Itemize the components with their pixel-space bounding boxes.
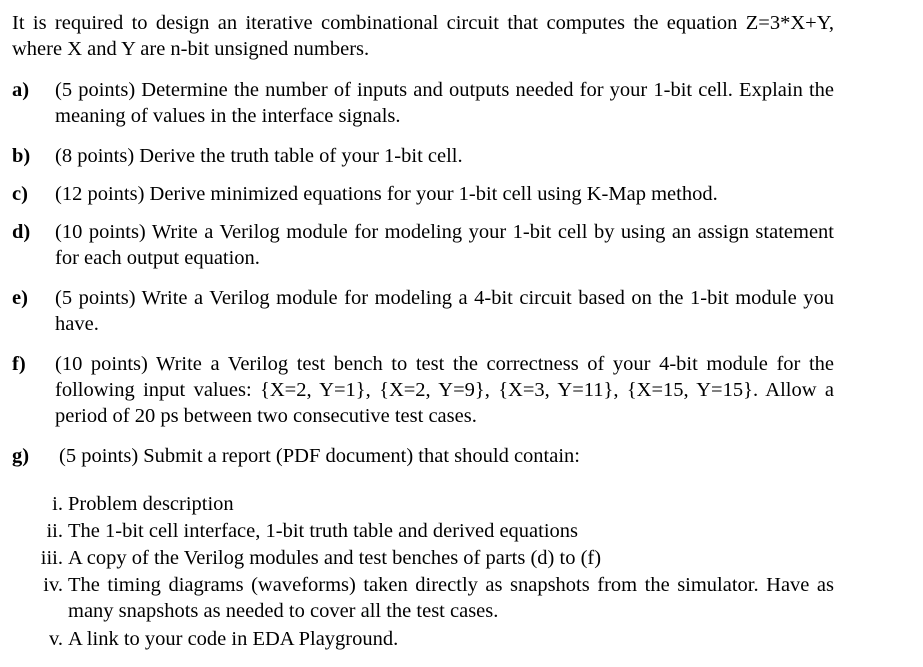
question-text: (5 points) Determine the number of inputs and outputs needed for your 1-bit cell. Explain the meaning of values in the interface signals.	[55, 79, 834, 127]
roman-numeral: v.	[48, 628, 63, 650]
question-letter: c)	[12, 183, 28, 205]
question-letter: a)	[12, 79, 30, 101]
question-letter: g)	[12, 445, 30, 467]
report-item-text: A copy of the Verilog modules and test benches of parts (d) to (f)	[68, 547, 602, 569]
report-item-text: The timing diagrams (waveforms) taken directly as snapshots from the simulator. Have as many snapshots as needed to cover all the test cases.	[68, 574, 834, 622]
question-f	[12, 351, 834, 429]
question-letter: d)	[12, 221, 31, 243]
report-item-text: Problem description	[68, 493, 234, 515]
question-text: (10 points) Write a Verilog test bench to test the correctness of your 4-bit module for the following input values: {X=2, Y=1}, {X=2, Y=9}, {X=3, Y=11}, {X=15, Y=15}. Allow a period of 20 ps between two consecutive test cases.	[55, 353, 834, 427]
roman-numeral: i.	[52, 493, 63, 515]
question-text: (5 points) Submit a report (PDF document) that should contain:	[59, 445, 580, 467]
question-letter: f)	[12, 353, 26, 375]
problem-statement: It is required to design an iterative combinational circuit that computes the equation Z=3*X+Y, where X and Y are n-bit unsigned numbers.	[12, 12, 834, 60]
question-e	[12, 285, 834, 337]
report-item-iv	[12, 572, 834, 624]
roman-numeral: iv.	[43, 574, 63, 596]
report-item-text: The 1-bit cell interface, 1-bit truth table and derived equations	[68, 520, 579, 542]
report-item-v	[12, 626, 834, 652]
question-letter: b)	[12, 145, 31, 167]
roman-numeral: iii.	[40, 547, 63, 569]
question-text: (12 points) Derive minimized equations for your 1-bit cell using K-Map method.	[55, 183, 718, 205]
question-text: (5 points) Write a Verilog module for modeling a 4-bit circuit based on the 1-bit module you have.	[55, 287, 834, 335]
question-text: (10 points) Write a Verilog module for modeling your 1-bit cell by using an assign statement for each output equation.	[55, 221, 834, 269]
question-a	[12, 77, 834, 129]
report-item-text: A link to your code in EDA Playground.	[68, 628, 399, 650]
report-item-i	[12, 491, 834, 517]
question-d	[12, 219, 834, 271]
report-item-iii	[12, 545, 834, 571]
question-letter: e)	[12, 287, 28, 309]
question-g	[12, 443, 834, 469]
question-b	[12, 143, 834, 169]
question-c	[12, 181, 834, 207]
question-text: (8 points) Derive the truth table of your 1-bit cell.	[55, 145, 463, 167]
report-item-ii	[12, 518, 834, 544]
roman-numeral: ii.	[46, 520, 63, 542]
